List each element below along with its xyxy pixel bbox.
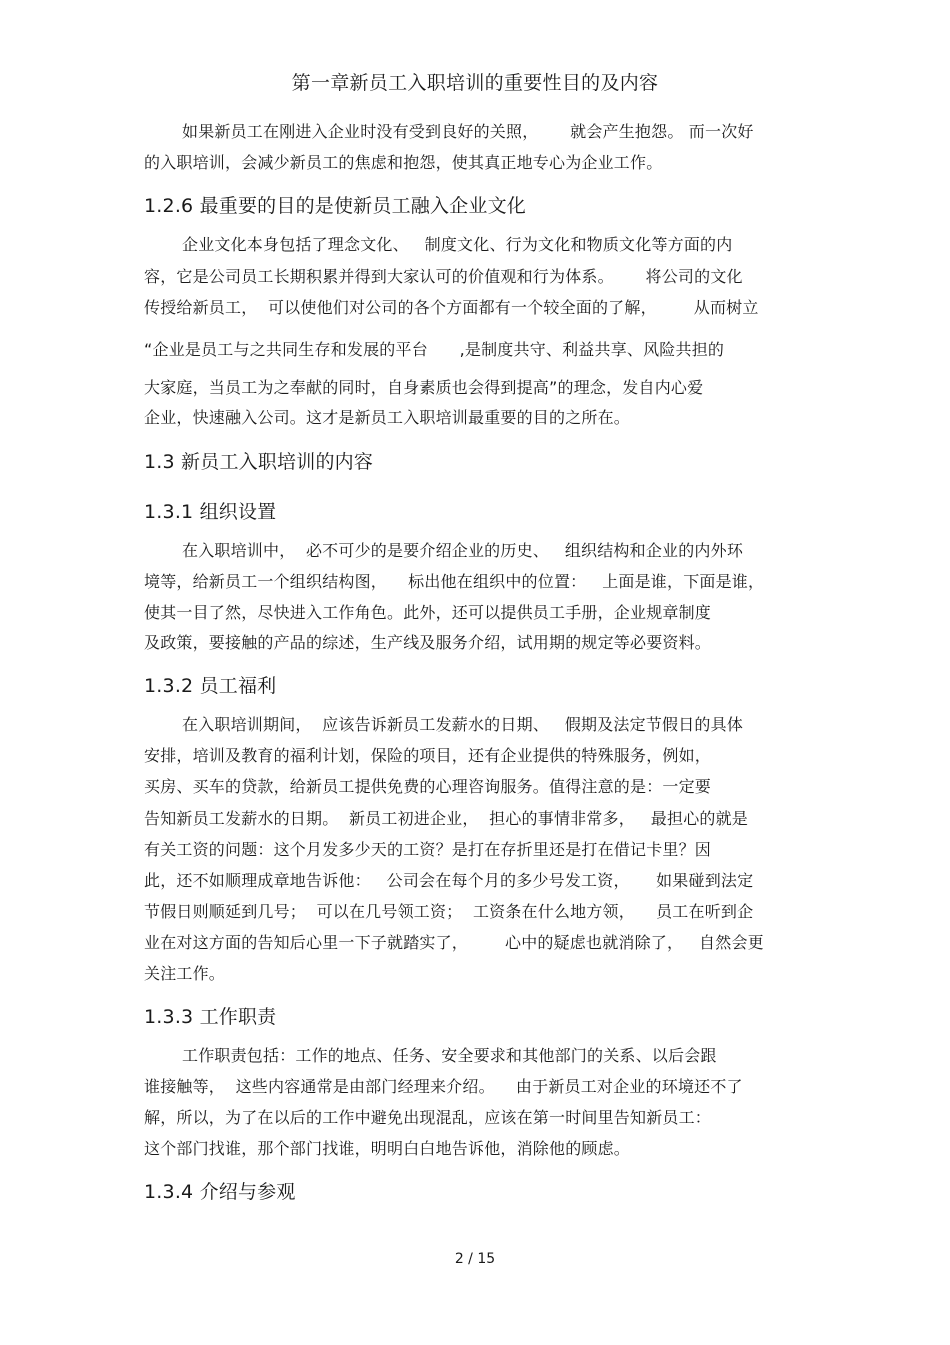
section-heading: 1.3 新员工入职培训的内容 [144,451,374,473]
text-line: 企业文化本身包括了理念文化、 制度文化、行为文化和物质文化等方面的内 [182,235,733,254]
text-line: 买房、买车的贷款，给新员工提供免费的心理咨询服务。值得注意的是：一定要 [144,777,712,796]
text-line: 大家庭，当员工为之奉献的同时，自身素质也会得到提高”的理念，发自内心爱 [144,378,704,397]
text-line: 及政策，要接触的产品的综述，生产线及服务介绍，试用期的规定等必要资料。 [144,633,712,652]
text-line: 工作职责包括：工作的地点、任务、安全要求和其他部门的关系、以后会跟 [182,1046,717,1065]
section-heading: 1.3.2 员工福利 [144,675,277,697]
text-line: 在入职培训中， 必不可少的是要介绍企业的历史、 组织结构和企业的内外环 [182,541,744,560]
text-line: 有关工资的问题：这个月发多少天的工资？是打在存折里还是打在借记卡里？因 [144,840,712,859]
text-line: 企业，快速融入公司。这才是新员工入职培训最重要的目的之所在。 [144,408,631,427]
text-line: 传授给新员工， 可以使他们对公司的各个方面都有一个较全面的了解， 从而树立 [144,298,759,317]
page-number: 2 / 15 [454,1251,496,1267]
text-line: 的入职培训，会减少新员工的焦虑和抱怨，使其真正地专心为企业工作。 [144,153,663,172]
text-line: 此，还不如顺理成章地告诉他： 公司会在每个月的多少号发工资， 如果碰到法定 [144,871,754,890]
section-heading: 1.2.6 最重要的目的是使新员工融入企业文化 [144,195,526,217]
text-line: 如果新员工在刚进入企业时没有受到良好的关照， 就会产生抱怨。 而一次好 [182,122,754,141]
text-line: “企业是员工与之共同生存和发展的平台 ,是制度共守、利益共享、风险共担的 [144,340,725,359]
text-line: 解，所以，为了在以后的工作中避免出现混乱，应该在第一时间里告知新员工： [144,1108,712,1127]
text-line: 节假日则顺延到几号； 可以在几号领工资； 工资条在什么地方领， 员工在听到企 [144,902,754,921]
text-line: 这个部门找谁，那个部门找谁，明明白白地告诉他，消除他的顾虑。 [144,1139,631,1158]
text-line: 容，它是公司员工长期积累并得到大家认可的价值观和行为体系。 将公司的文化 [144,267,743,286]
text-line: 境等，给新员工一个组织结构图， 标出他在组织中的位置： 上面是谁，下面是谁， [144,572,765,591]
text-line: 在入职培训期间， 应该告诉新员工发薪水的日期、 假期及法定节假日的具体 [182,715,744,734]
text-line: 安排，培训及教育的福利计划，保险的项目，还有企业提供的特殊服务，例如， [144,746,712,765]
section-heading: 1.3.3 工作职责 [144,1006,277,1028]
page-title: 第一章新员工入职培训的重要性目的及内容 [291,72,659,94]
section-heading: 1.3.4 介绍与参观 [144,1181,296,1203]
section-heading: 1.3.1 组织设置 [144,501,277,523]
text-line: 告知新员工发薪水的日期。 新员工初进企业， 担心的事情非常多， 最担心的就是 [144,809,749,828]
text-line: 关注工作。 [144,964,226,983]
text-line: 使其一目了然，尽快进入工作角色。此外，还可以提供员工手册，企业规章制度 [144,603,712,622]
text-line: 业在对这方面的告知后心里一下子就踏实了， 心中的疑虑也就消除了， 自然会更 [144,933,764,952]
text-line: 谁接触等， 这些内容通常是由部门经理来介绍。 由于新员工对企业的环境还不了 [144,1077,743,1096]
